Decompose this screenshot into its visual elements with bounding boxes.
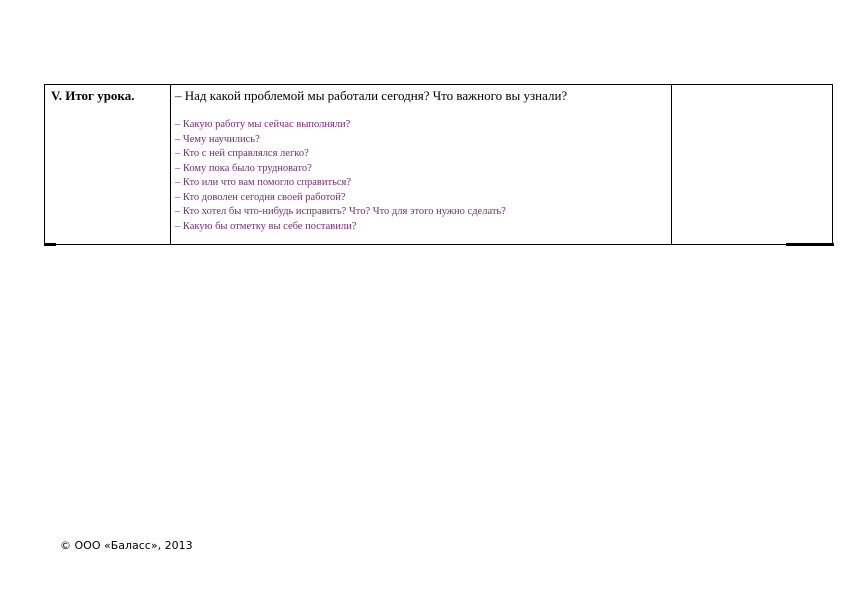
question-item: – Чему научились? xyxy=(175,133,260,145)
question-item: – Кто хотел бы что-нибудь исправить? Что? Что для этого нужно сделать? xyxy=(175,206,506,217)
question-item: – Какую работу мы сейчас выполняли? xyxy=(175,119,351,130)
table-border-accent xyxy=(786,243,834,246)
stage-title: V. Итог урока. xyxy=(51,88,135,103)
main-question: – Над какой проблемой мы работали сегодня? Что важного вы узнали? xyxy=(175,88,568,103)
content-cell xyxy=(171,85,672,244)
stage-cell xyxy=(45,85,171,244)
question-item: – Какую бы отметку вы себе поставили? xyxy=(175,220,357,232)
notes-cell xyxy=(672,85,832,244)
question-list xyxy=(175,118,506,234)
question-item: – Кто или что вам помогло справиться? xyxy=(175,177,352,188)
question-item: – Кто доволен сегодня своей работой? xyxy=(175,191,346,203)
question-item: – Кому пока было трудновато? xyxy=(175,162,312,174)
copyright-footer: © ООО «Баласс», 2013 xyxy=(60,539,193,552)
question-item: – Кто с ней справлялся легко? xyxy=(175,148,309,159)
table-border-accent xyxy=(44,243,56,246)
lesson-table xyxy=(44,84,833,245)
